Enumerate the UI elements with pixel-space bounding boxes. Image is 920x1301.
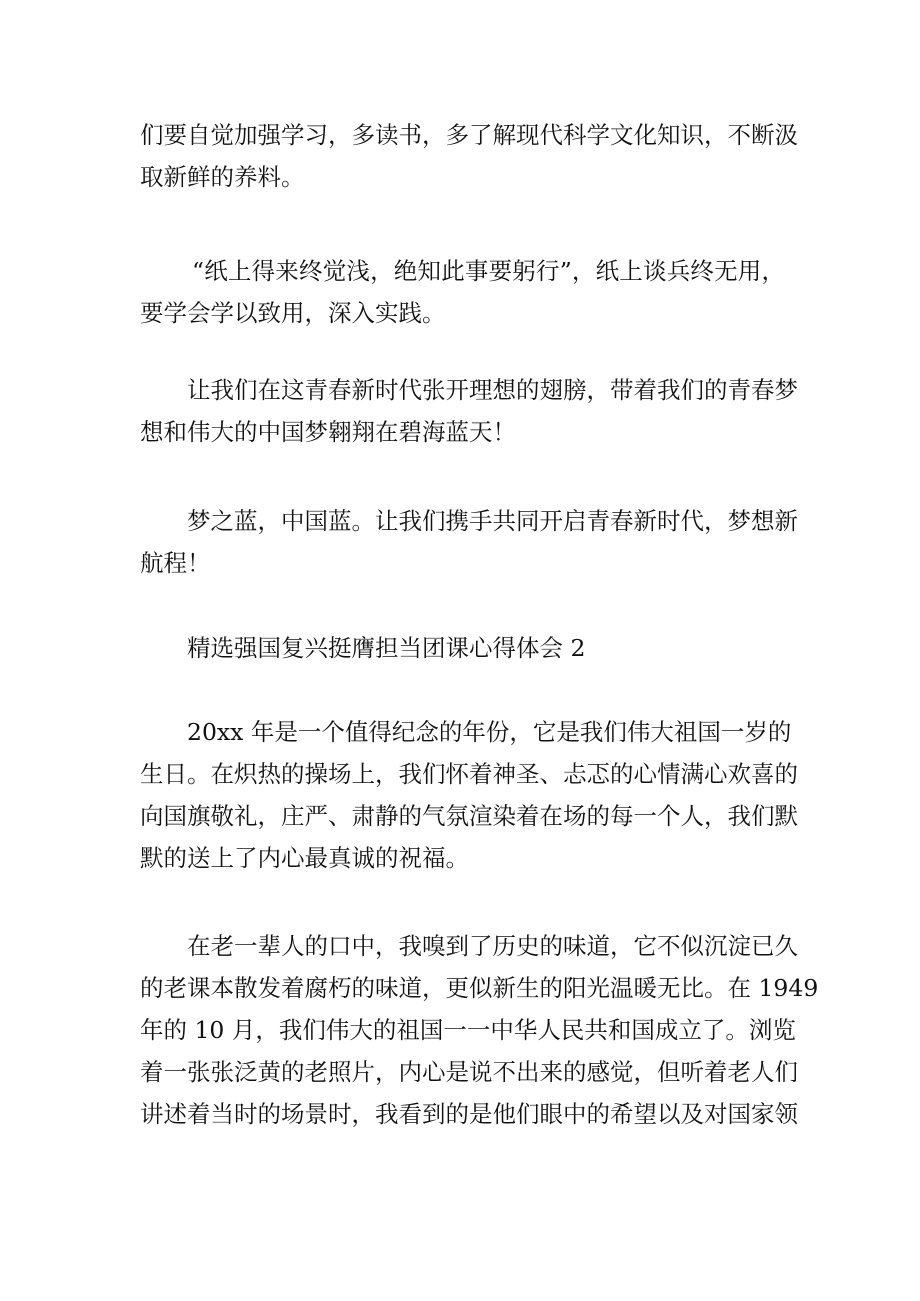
- heading-text: 精选强国复兴挺膺担当团课心得体会 2: [187, 634, 586, 662]
- text-line: 取新鲜的养料。: [140, 163, 305, 191]
- text-line: 向国旗敬礼，庄严、肃静的气氛渲染着在场的每一个人，我们默: [140, 802, 798, 830]
- text-line: 20xx 年是一个值得纪念的年份，它是我们伟大祖国一岁的: [187, 718, 792, 746]
- text-line: 梦之蓝，中国蓝。让我们携手共同开启青春新时代，梦想新: [187, 507, 798, 535]
- paragraph-quote: [140, 250, 785, 334]
- text-line: 生日。在炽热的操场上，我们怀着神圣、忐忑的心情满心欢喜的: [140, 760, 798, 788]
- text-line: 要学会学以致用，深入实践。: [140, 299, 446, 327]
- text-line: 们要自觉加强学习，多读书，多了解现代科学文化知识，不断汲: [140, 121, 798, 149]
- paragraph-anniversary: [140, 711, 798, 879]
- text-line: 年的 10 月，我们伟大的祖国一一中华人民共和国成立了。浏览: [140, 1016, 796, 1044]
- text-line: 讲述着当时的场景时，我看到的是他们眼中的希望以及对国家领: [140, 1100, 798, 1128]
- paragraph-continued: [140, 114, 798, 198]
- section-heading: [140, 627, 785, 669]
- text-line: 默的送上了内心最真诚的祝福。: [140, 844, 469, 872]
- text-line: 想和伟大的中国梦翱翔在碧海蓝天！: [140, 418, 516, 446]
- text-line: “纸上得来终觉浅，绝知此事要躬行”，纸上谈兵终无用，: [192, 257, 785, 285]
- paragraph-youth-dream: [140, 369, 798, 453]
- paragraph-history: [140, 925, 819, 1135]
- text-line: 航程！: [140, 549, 211, 577]
- paragraph-china-blue: [140, 500, 798, 584]
- text-line: 在老一辈人的口中，我嗅到了历史的味道，它不似沉淀已久: [187, 932, 798, 960]
- text-line: 的老课本散发着腐朽的味道，更似新生的阳光温暖无比。在 1949: [140, 974, 819, 1002]
- text-line: 让我们在这青春新时代张开理想的翅膀，带着我们的青春梦: [187, 376, 798, 404]
- text-line: 着一张张泛黄的老照片，内心是说不出来的感觉，但听着老人们: [140, 1058, 798, 1086]
